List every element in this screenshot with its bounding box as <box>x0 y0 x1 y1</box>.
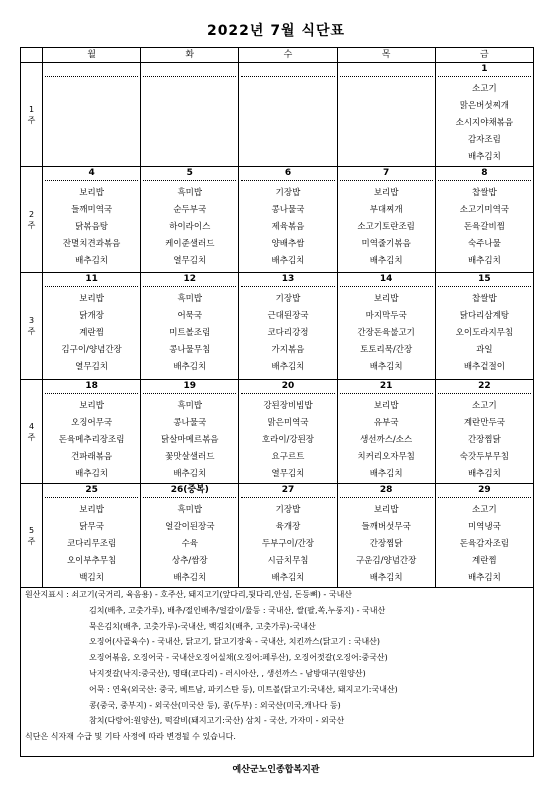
menu-item: 요구르트 <box>271 452 305 462</box>
day-header-row <box>21 48 534 63</box>
notice-line: 식단은 식자재 수급 및 기타 사정에 따라 변경될 수 있습니다. <box>25 732 236 742</box>
menu-item: 닭다리삼계탕 <box>459 311 510 321</box>
origin-line: 김치(배추, 고춧가루), 배추/절인배추/얼갈이/물등 : 국내산, 쌀(팔,쏙,누룽지) - 국내산 <box>89 605 386 615</box>
menu-item: 찹쌀밥 <box>472 294 497 304</box>
menu-item: 닭무국 <box>79 522 104 532</box>
menu-item: 얼갈이된장국 <box>165 522 215 532</box>
day-cell <box>43 380 141 484</box>
date-label: 25 <box>45 484 138 498</box>
menu-item: 구운김/양념간장 <box>355 556 417 566</box>
menu-list <box>338 77 435 81</box>
week-label: 2 주 <box>21 167 43 273</box>
menu-item: 강된장비빔밥 <box>263 401 313 411</box>
date-label: 22 <box>438 380 531 394</box>
menu-item: 배추김치 <box>271 362 305 372</box>
menu-item: 미역줄기볶음 <box>361 239 411 249</box>
day-cell <box>435 273 533 380</box>
menu-list <box>43 287 140 376</box>
day-cell <box>239 167 337 273</box>
menu-list <box>43 394 140 483</box>
menu-item: 흑미밥 <box>177 294 203 304</box>
menu-item: 열무김치 <box>173 256 207 266</box>
day-cell <box>337 167 435 273</box>
menu-item: 배추김치 <box>75 469 109 479</box>
menu-list <box>141 181 238 270</box>
menu-list <box>239 77 336 81</box>
day-cell <box>337 380 435 484</box>
date-label <box>241 63 334 77</box>
origin-line: 묵은김치(배추, 고춧가루)-국내산, 백김치(배추, 고춧가루)-국내산 <box>89 621 316 631</box>
menu-item: 보리밥 <box>79 294 104 304</box>
day-header: 월 <box>43 48 141 63</box>
menu-item: 근대된장국 <box>267 311 309 321</box>
menu-item: 배추김치 <box>467 573 501 583</box>
date-label: 29 <box>438 484 531 498</box>
menu-item: 배추김치 <box>173 362 207 372</box>
menu-item: 부대찌개 <box>369 205 403 215</box>
menu-item: 잔멸치견과볶음 <box>62 239 121 249</box>
menu-item: 배추김치 <box>271 256 305 266</box>
menu-list <box>43 77 140 81</box>
week-label: 4 주 <box>21 380 43 484</box>
day-cell <box>141 380 239 484</box>
origin-info <box>20 585 534 757</box>
day-cell <box>435 63 533 167</box>
menu-item: 보리밥 <box>79 505 104 515</box>
day-cell <box>435 484 533 588</box>
menu-item: 오이부추무침 <box>66 556 117 566</box>
origin-line: 원산지표시 : 쇠고기(국거리, 육음용) - 호주산, 돼지고기(앞다리,뒷다리,안심, 돈등뼈) - 국내산 <box>25 590 353 599</box>
week-label: 5 주 <box>21 484 43 588</box>
menu-item: 백김치 <box>79 573 104 583</box>
menu-list <box>436 498 533 587</box>
menu-item: 열무김치 <box>75 362 109 372</box>
menu-item: 미역냉국 <box>467 522 501 532</box>
menu-list <box>338 394 435 483</box>
week-row <box>21 63 534 167</box>
date-label: 1 <box>438 63 531 77</box>
menu-item: 기장밥 <box>275 188 301 198</box>
menu-item: 닭볶음탕 <box>75 222 109 232</box>
menu-item: 보리밥 <box>79 188 104 198</box>
menu-list <box>338 498 435 587</box>
day-cell <box>141 273 239 380</box>
menu-list <box>338 181 435 270</box>
day-cell <box>337 484 435 588</box>
date-label: 6 <box>241 167 334 181</box>
menu-item: 콩나물국 <box>173 418 207 428</box>
menu-item: 계란찜 <box>472 556 497 566</box>
menu-item: 마지막두국 <box>365 311 407 321</box>
origin-line: 참치(다랑어:원양산), 떡갈비(돼지고기:국산) 삼치 - 국산, 가자미 - 외국산 <box>89 716 345 726</box>
menu-item: 두부구이/간장 <box>261 539 315 549</box>
date-label: 8 <box>438 167 531 181</box>
menu-item: 하이라이스 <box>169 222 211 232</box>
menu-item: 간장찜닭 <box>467 435 501 445</box>
menu-item: 수육 <box>181 539 198 549</box>
menu-item: 보리밥 <box>373 294 399 304</box>
menu-list <box>239 181 336 270</box>
menu-item: 어묵국 <box>177 311 203 321</box>
menu-item: 코다리강정 <box>267 328 309 338</box>
menu-item: 배추김치 <box>369 573 403 583</box>
menu-item: 간장찜닭 <box>369 539 403 549</box>
date-label: 28 <box>340 484 433 498</box>
week-row <box>21 484 534 588</box>
menu-item: 미트볼조림 <box>169 328 211 338</box>
origin-line: 어묵 : 연육(외국산: 중국, 베트남, 파키스탄 등), 미트볼(닭고기:국내산, 돼지고기:국내산) <box>89 684 398 694</box>
menu-item: 열무김치 <box>271 469 305 479</box>
menu-item: 계란만두국 <box>463 418 505 428</box>
menu-list <box>436 287 533 376</box>
menu-item: 소고기 <box>472 401 497 411</box>
menu-item: 콩나물무침 <box>169 345 211 355</box>
menu-item: 생선까스/소스 <box>360 435 413 445</box>
day-header: 금 <box>435 48 533 63</box>
date-label: 20 <box>241 380 334 394</box>
menu-item: 맑은미역국 <box>267 418 309 428</box>
menu-item: 배추김치 <box>173 469 207 479</box>
menu-list <box>436 394 533 483</box>
menu-item: 토토리묵/간장 <box>360 345 413 355</box>
day-cell <box>141 167 239 273</box>
date-label <box>143 63 236 77</box>
week-label: 3 주 <box>21 273 43 380</box>
menu-item: 배추김치 <box>467 256 501 266</box>
menu-item: 배추김치 <box>467 469 501 479</box>
date-label: 4 <box>45 167 138 181</box>
date-label <box>45 63 138 77</box>
menu-item: 김구이/양념간장 <box>61 345 122 355</box>
menu-item: 보리밥 <box>373 401 399 411</box>
menu-item: 배추겉절이 <box>463 362 505 372</box>
date-label: 5 <box>143 167 236 181</box>
origin-line: 오징어(사골육수) - 국내산, 닭고기, 닭고기장육 - 국내산, 치킨까스(닭고기 : 국내산) <box>89 637 381 647</box>
menu-item: 보리밥 <box>373 188 399 198</box>
menu-item: 건파래볶음 <box>71 452 113 462</box>
menu-item: 소고기 <box>472 505 497 515</box>
menu-item: 배추김치 <box>467 152 501 162</box>
menu-item: 흑미밥 <box>177 505 203 515</box>
origin-line: 낙지젓갈(낙지:중국산), 명태(코다리) - 러시아산, , 생선까스 - 남방대구(원양산) <box>89 668 366 678</box>
menu-list <box>239 394 336 483</box>
day-cell <box>239 380 337 484</box>
menu-item: 닭살마메르볶음 <box>161 435 219 445</box>
date-label: 14 <box>340 273 433 287</box>
day-header: 목 <box>337 48 435 63</box>
date-label: 21 <box>340 380 433 394</box>
menu-list <box>141 77 238 81</box>
week-row <box>21 273 534 380</box>
menu-item: 소고기 <box>472 84 497 94</box>
menu-list <box>338 287 435 376</box>
menu-item: 배추김치 <box>75 256 109 266</box>
day-cell <box>337 273 435 380</box>
date-label: 12 <box>143 273 236 287</box>
day-cell <box>435 380 533 484</box>
week-row <box>21 167 534 273</box>
menu-item: 육개장 <box>275 522 301 532</box>
menu-list <box>239 498 336 587</box>
origin-line: 오징어볶음, 오징어국 - 국내산오징어실채(오징어:페루산), 오징어젓갈(오징어:중국산) <box>89 653 388 663</box>
menu-item: 콩나물국 <box>271 205 305 215</box>
menu-item: 숙갓두부무침 <box>459 452 510 462</box>
date-label: 18 <box>45 380 138 394</box>
menu-list <box>436 77 533 166</box>
menu-item: 가지볶음 <box>271 345 305 355</box>
menu-item: 숙주나물 <box>467 239 501 249</box>
menu-list <box>141 287 238 376</box>
date-label: 19 <box>143 380 236 394</box>
date-label: 13 <box>241 273 334 287</box>
date-label: 27 <box>241 484 334 498</box>
day-header: 화 <box>141 48 239 63</box>
menu-item: 흑미밥 <box>177 401 203 411</box>
organization-name: 예산군노인종합복지관 <box>232 765 320 775</box>
origin-line: 콩(중국, 중부지) - 외국산(미국산 등), 콩(두부) : 외국산(미국,캐나다 등) <box>89 700 341 710</box>
menu-list <box>43 498 140 587</box>
page-title: 2022년 7월 식단표 <box>206 23 346 39</box>
day-cell <box>141 484 239 588</box>
day-cell <box>337 63 435 167</box>
menu-item: 코다리무조림 <box>66 539 117 549</box>
day-header: 수 <box>239 48 337 63</box>
menu-item: 배추김치 <box>369 469 403 479</box>
date-label: 11 <box>45 273 138 287</box>
day-cell <box>43 63 141 167</box>
menu-list <box>239 287 336 376</box>
menu-item: 닭개장 <box>79 311 104 321</box>
menu-item: 흑미밥 <box>177 188 203 198</box>
menu-item: 상추/쌈장 <box>171 556 208 566</box>
menu-item: 순두부국 <box>173 205 207 215</box>
menu-item: 감자조림 <box>467 135 501 145</box>
week-header-corner <box>21 48 43 63</box>
menu-list <box>141 394 238 483</box>
menu-item: 배추김치 <box>369 362 403 372</box>
menu-item: 배추김치 <box>173 573 207 583</box>
menu-item: 양배추쌈 <box>271 239 305 249</box>
menu-item: 간장돈육불고기 <box>357 328 415 338</box>
menu-item: 소고기미역국 <box>459 205 510 215</box>
day-cell <box>239 63 337 167</box>
menu-item: 시금치무침 <box>267 556 309 566</box>
menu-item: 들깨미역국 <box>71 205 113 215</box>
date-label: 26(중복) <box>143 484 236 498</box>
week-label: 1 주 <box>21 63 43 167</box>
week-row <box>21 380 534 484</box>
menu-item: 케이준샐러드 <box>165 239 215 249</box>
menu-item: 돈육메추리장조림 <box>58 435 125 445</box>
day-cell <box>141 63 239 167</box>
menu-item: 소시지야채볶음 <box>455 118 514 128</box>
menu-item: 계란찜 <box>79 328 104 338</box>
menu-item: 기장밥 <box>275 294 301 304</box>
menu-item: 소고기토란조림 <box>357 222 415 232</box>
menu-item: 과일 <box>476 345 493 355</box>
menu-item: 찹쌀밥 <box>472 188 497 198</box>
date-label: 7 <box>340 167 433 181</box>
day-cell <box>43 167 141 273</box>
menu-item: 제육볶음 <box>271 222 305 232</box>
day-cell <box>435 167 533 273</box>
menu-list <box>436 181 533 270</box>
day-cell <box>239 273 337 380</box>
menu-item: 오이도라지무침 <box>455 328 514 338</box>
menu-item: 들깨버섯무국 <box>361 522 411 532</box>
day-cell <box>43 273 141 380</box>
menu-list <box>43 181 140 270</box>
menu-item: 보리밥 <box>79 401 104 411</box>
menu-item: 기장밥 <box>275 505 301 515</box>
date-label <box>340 63 433 77</box>
menu-item: 유부국 <box>373 418 399 428</box>
menu-item: 돈육갈비찜 <box>463 222 505 232</box>
menu-item: 꽃맛살샐러드 <box>165 452 215 462</box>
menu-item: 호라이/강된장 <box>261 435 315 445</box>
menu-item: 오징어무국 <box>71 418 113 428</box>
menu-item: 배추김치 <box>271 573 305 583</box>
date-label: 15 <box>438 273 531 287</box>
menu-list <box>141 498 238 587</box>
menu-item: 보리밥 <box>373 505 399 515</box>
menu-item: 돈육감자조림 <box>459 539 510 549</box>
menu-item: 맑은버섯찌개 <box>459 101 510 111</box>
day-cell <box>239 484 337 588</box>
menu-item: 치커리오자무침 <box>357 452 415 462</box>
menu-item: 배추김치 <box>369 256 403 266</box>
menu-table <box>20 47 534 588</box>
day-cell <box>43 484 141 588</box>
